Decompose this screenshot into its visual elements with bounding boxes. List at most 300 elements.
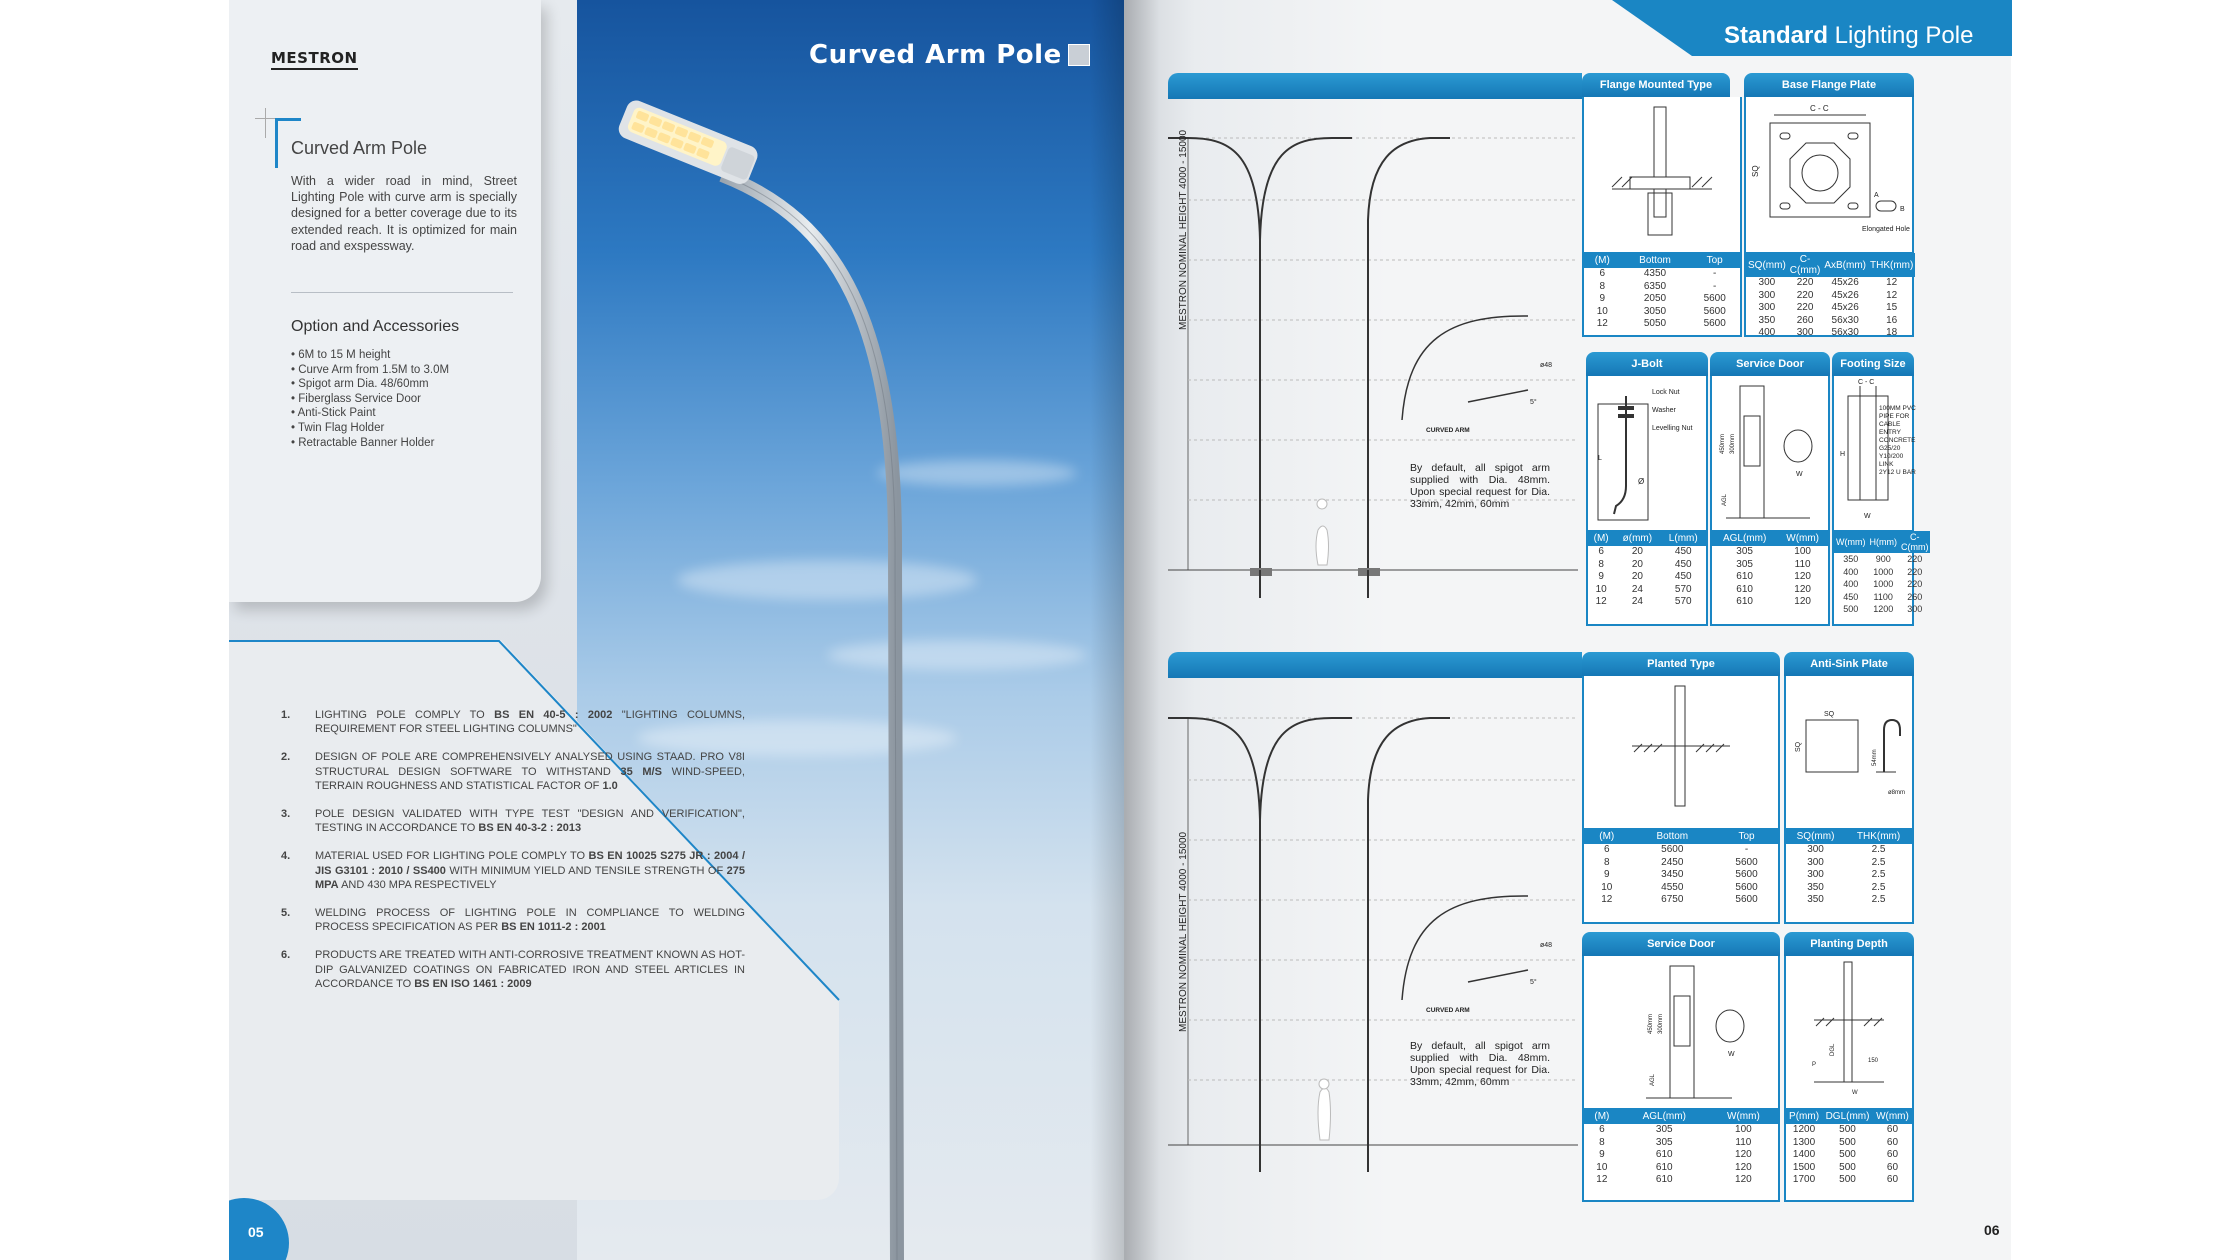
door2-table	[1584, 1109, 1778, 1187]
table-row	[1584, 1162, 1778, 1175]
table-row	[1786, 894, 1912, 907]
jbolt-lock-label: Lock Nut	[1652, 389, 1680, 396]
footing-note: 2Y12 U BAR	[1879, 469, 1916, 476]
section-bar-bottom	[1168, 652, 1582, 678]
baseplate-title-bar	[1744, 73, 1914, 97]
table-cell: 570	[1674, 596, 1692, 608]
table-cell: 1200	[1873, 604, 1894, 615]
height-label-top: MESTRON NOMINAL HEIGHT 4000 - 15000	[1178, 129, 1189, 330]
table-row	[1584, 306, 1740, 319]
note-part: POLE DESIGN VALIDATED WITH TYPE TEST "DESIGN AND VERIFICATION", TESTING IN ACCORDANCE TO	[315, 808, 745, 835]
table-row	[1786, 869, 1912, 882]
jbolt-l-label: L	[1598, 455, 1602, 462]
table-row	[1786, 1149, 1912, 1162]
antisink-sq2-label: SQ	[1795, 741, 1802, 752]
table-cell: 120	[1794, 571, 1811, 583]
table-cell: 2050	[1643, 293, 1667, 305]
table-cell: 3050	[1643, 305, 1667, 317]
table-cell: 300	[1907, 604, 1923, 615]
arm-dia-label: ø48	[1540, 362, 1553, 369]
table-cell: 60	[1886, 1174, 1899, 1186]
table-row	[1712, 596, 1828, 609]
spigot-note-bottom: By default, all spigot arm supplied with Dia. 48mm. Upon special request for Dia. 33mm, 42mm, 60mm	[1410, 1040, 1550, 1088]
table-row	[1712, 584, 1828, 597]
table-cell: 350	[1758, 314, 1776, 326]
table-cell: 24	[1631, 596, 1643, 608]
table-cell: 60	[1886, 1136, 1899, 1148]
door-title-bar	[1710, 352, 1830, 376]
door2-300-label: 300mm	[1658, 1013, 1664, 1034]
antisink-title: Anti-Sink Plate	[1810, 658, 1888, 670]
table-cell: 350	[1843, 554, 1859, 564]
table-cell: 1700	[1792, 1174, 1816, 1186]
table-cell: 305	[1655, 1136, 1673, 1148]
table-row	[1834, 591, 1930, 604]
flange-table-wrap	[1584, 252, 1740, 331]
footing-table	[1834, 531, 1930, 616]
door-table-wrap	[1712, 530, 1828, 609]
header-title	[1724, 22, 1973, 50]
table-row	[1584, 268, 1740, 281]
table-cell: 220	[1907, 566, 1923, 577]
option-item: • 6M to 15 M height	[291, 348, 449, 363]
antisink-drawing	[1784, 676, 1914, 826]
table-cell: 500	[1843, 604, 1859, 615]
table-cell: 300	[1807, 844, 1824, 855]
table-cell: 6	[1599, 1124, 1605, 1135]
header-title-light: Lighting Pole	[1828, 22, 1974, 49]
table-header-cell: W(mm)	[1873, 1109, 1912, 1124]
table-cell: 610	[1655, 1149, 1673, 1161]
table-cell: -	[1713, 280, 1717, 292]
table-cell: 18	[1886, 327, 1898, 339]
section-bar-top	[1168, 73, 1582, 99]
planted-drawing	[1582, 676, 1780, 826]
table-cell: 1000	[1873, 566, 1894, 577]
table-cell: 450	[1674, 571, 1692, 583]
option-item: • Spigot arm Dia. 48/60mm	[291, 377, 449, 392]
table-cell: 400	[1758, 327, 1776, 339]
brand-logo: MESTRON	[271, 49, 358, 70]
note-item	[281, 906, 751, 935]
option-item: • Curve Arm from 1.5M to 3.0M	[291, 363, 449, 378]
table-cell: 5600	[1661, 844, 1684, 855]
table-cell: 5600	[1703, 318, 1726, 330]
table-cell: 500	[1839, 1174, 1856, 1186]
table-header-cell: SQ(mm)	[1786, 829, 1845, 844]
table-cell: 120	[1794, 583, 1811, 595]
note-item	[281, 849, 751, 892]
pole-elevation-bottom	[1168, 700, 1588, 1180]
flange-title: Flange Mounted Type	[1599, 79, 1713, 91]
table-row	[1834, 566, 1930, 579]
footing-w-label: W	[1864, 513, 1871, 520]
table-cell: 2450	[1661, 856, 1684, 868]
door-300-label: 300mm	[1730, 433, 1736, 454]
door2-drawing	[1582, 956, 1780, 1106]
table-cell: 60	[1886, 1161, 1899, 1173]
table-cell: 10	[1601, 881, 1613, 893]
footing-cc-label: C - C	[1858, 379, 1875, 386]
table-header-cell: Bottom	[1621, 253, 1690, 268]
footing-title: Footing Size	[1840, 358, 1906, 370]
table-cell: 56x30	[1831, 314, 1859, 326]
note-number: 1.	[281, 709, 291, 721]
table-cell: 9	[1603, 869, 1610, 881]
table-cell: 1400	[1792, 1149, 1816, 1161]
table-cell: 260	[1796, 314, 1814, 326]
table-header-cell: (M)	[1584, 1109, 1620, 1124]
table-cell: 120	[1794, 596, 1811, 608]
note-number: 4.	[281, 850, 291, 863]
note-part: DESIGN OF POLE ARE COMPREHENSIVELY ANALYSED USING STAAD. PRO V8I STRUCTURAL DESIGN SOFTWARE TO WITHSTAND	[315, 751, 745, 778]
planting-dgl-label: DGL	[1830, 1043, 1836, 1056]
note-number: 6.	[281, 949, 291, 962]
table-header-cell: Bottom	[1630, 829, 1716, 844]
page-number-right: 06	[1984, 1222, 2000, 1238]
table-cell: 60	[1886, 1124, 1899, 1135]
antisink-dia-label: ø8mm	[1888, 790, 1905, 796]
baseplate-sq-label: SQ	[1751, 165, 1760, 177]
table-cell: 500	[1839, 1136, 1856, 1148]
table-cell: 6	[1599, 268, 1606, 279]
table-row	[1584, 844, 1778, 857]
table-row	[1834, 578, 1930, 591]
jbolt-level-label: Levelling Nut	[1652, 425, 1693, 432]
arm-angle-label: 5°	[1530, 399, 1537, 406]
planted-table	[1584, 829, 1778, 907]
table-row	[1786, 882, 1912, 895]
table-cell: 12	[1886, 289, 1898, 301]
table-cell: 100	[1735, 1124, 1752, 1135]
table-header-cell: W(mm)	[1709, 1109, 1778, 1124]
table-row	[1746, 290, 1915, 303]
note-part: LIGHTING POLE COMPLY TO	[315, 709, 495, 721]
table-row	[1712, 571, 1828, 584]
note-bold: BS EN ISO 1461 : 2009	[414, 978, 532, 991]
planted-title-bar	[1582, 652, 1780, 676]
note-bold: BS EN 40-5 : 2002	[494, 709, 613, 721]
baseplate-table	[1746, 253, 1915, 340]
table-cell: 4550	[1661, 881, 1684, 893]
table-cell: 500	[1839, 1124, 1856, 1135]
table-cell: 450	[1674, 546, 1692, 557]
table-cell: 10	[1595, 583, 1607, 595]
table-cell: 400	[1843, 566, 1859, 577]
table-header-cell: L(mm)	[1661, 531, 1707, 546]
table-cell: 45x26	[1831, 302, 1859, 314]
footing-h-label: H	[1840, 451, 1846, 458]
planting-drawing	[1784, 956, 1914, 1106]
door-title: Service Door	[1736, 358, 1804, 370]
compliance-notes	[281, 708, 751, 1005]
note-number: 2.	[281, 751, 291, 764]
table-header-cell: C-C(mm)	[1789, 254, 1821, 276]
arm-label-bottom: CURVED ARM	[1426, 1007, 1470, 1014]
table-cell: 15	[1886, 302, 1898, 314]
table-cell: 5600	[1703, 293, 1726, 305]
footing-note: CONCRETE G25/20	[1879, 437, 1916, 452]
table-cell: 12	[1596, 318, 1608, 330]
planted-table-wrap	[1584, 828, 1778, 907]
note-bold: 1.0	[602, 780, 618, 793]
page-number-badge	[229, 1198, 289, 1260]
table-cell: 20	[1631, 546, 1643, 557]
note-number: 5.	[281, 907, 291, 920]
table-header-cell: P(mm)	[1786, 1109, 1822, 1124]
door2-450-label: 450mm	[1648, 1013, 1654, 1034]
table-cell: 45x26	[1831, 289, 1859, 301]
table-row	[1588, 571, 1706, 584]
table-header-cell: AGL(mm)	[1712, 531, 1777, 546]
planting-title: Planting Depth	[1810, 938, 1888, 950]
note-text	[315, 906, 745, 935]
table-cell: 16	[1886, 314, 1898, 326]
table-cell: 2.5	[1871, 869, 1886, 881]
baseplate-title: Base Flange Plate	[1781, 79, 1877, 91]
flange-table	[1584, 253, 1740, 331]
height-label-bottom: MESTRON NOMINAL HEIGHT 4000 - 15000	[1178, 831, 1189, 1032]
options-title: Option and Accessories	[291, 318, 460, 335]
note-part: WELDING PROCESS OF LIGHTING POLE IN COMPLIANCE TO WELDING PROCESS SPECIFICATION AS PER	[315, 907, 745, 934]
section-title: Curved Arm Pole	[291, 138, 428, 158]
table-cell: 1100	[1873, 591, 1893, 602]
baseplate-table-wrap	[1746, 252, 1912, 340]
door2-title-bar	[1582, 932, 1780, 956]
jbolt-drawing	[1586, 376, 1708, 526]
table-cell: 100	[1794, 546, 1811, 557]
door-agl-label: AGL	[1722, 493, 1728, 506]
table-cell: 12	[1596, 1174, 1608, 1186]
table-cell: 120	[1735, 1174, 1752, 1186]
note-part: PRODUCTS ARE TREATED WITH ANTI-CORROSIVE TREATMENT KNOWN AS HOT-DIP GALVANIZED COATINGS ON FABRICATED IRON AND STEEL ARTICLES IN ACCORDANCE TO	[315, 949, 745, 991]
table-cell: 5600	[1735, 894, 1758, 906]
table-cell: 300	[1758, 277, 1776, 288]
table-header-cell: C-C(mm)	[1900, 532, 1929, 552]
note-item	[281, 948, 751, 991]
table-cell: 5050	[1643, 318, 1667, 330]
table-cell: 350	[1807, 894, 1824, 906]
table-cell: 305	[1655, 1124, 1673, 1135]
door-450-label: 450mm	[1720, 433, 1726, 454]
flange-title-bar	[1582, 73, 1730, 97]
table-cell: 5600	[1735, 856, 1758, 868]
table-cell: 300	[1807, 856, 1824, 868]
table-row	[1786, 844, 1912, 857]
table-row	[1746, 315, 1915, 328]
table-row	[1786, 1162, 1912, 1175]
table-row	[1786, 1174, 1912, 1187]
table-cell: 500	[1839, 1161, 1856, 1173]
jbolt-table	[1588, 531, 1706, 609]
note-text	[315, 948, 745, 991]
table-row	[1588, 559, 1706, 572]
table-cell: 220	[1907, 579, 1923, 590]
table-cell: 900	[1875, 554, 1891, 564]
table-row	[1786, 1124, 1912, 1137]
table-cell: 400	[1843, 579, 1859, 590]
planted-title: Planted Type	[1647, 658, 1715, 670]
door2-w-label: W	[1728, 1051, 1735, 1058]
table-cell: 1500	[1792, 1161, 1816, 1173]
planting-w-label: W	[1852, 1090, 1858, 1096]
planting-table-wrap	[1786, 1108, 1912, 1187]
table-cell: 10	[1596, 1161, 1608, 1173]
table-header-cell: (M)	[1588, 531, 1614, 546]
table-header-cell: DGL(mm)	[1822, 1109, 1873, 1124]
page-title: Curved Arm Pole	[809, 40, 1062, 70]
table-cell: 12	[1886, 277, 1898, 288]
footing-notes	[1879, 405, 1919, 477]
table-row	[1746, 302, 1915, 315]
table-cell: 56x30	[1831, 327, 1859, 339]
table-cell: 350	[1807, 881, 1824, 893]
table-cell: 6350	[1643, 280, 1667, 292]
baseplate-drawing	[1744, 97, 1914, 247]
arm-label: CURVED ARM	[1426, 427, 1470, 434]
table-cell: 20	[1631, 558, 1643, 570]
option-item: • Fiberglass Service Door	[291, 392, 449, 407]
table-row	[1588, 596, 1706, 609]
table-cell: 6750	[1661, 894, 1684, 906]
table-header-cell: W(mm)	[1834, 531, 1867, 553]
table-header-cell: ø(mm)	[1614, 531, 1660, 546]
table-cell: 3450	[1661, 869, 1684, 881]
planting-table	[1786, 1109, 1912, 1187]
footing-note: Y10/200 LINK	[1879, 453, 1904, 468]
title-square-ornament	[1068, 44, 1090, 66]
table-cell: 610	[1655, 1174, 1673, 1186]
table-cell: 8	[1599, 1136, 1605, 1148]
table-cell: 305	[1736, 558, 1753, 570]
door-w-label: W	[1796, 471, 1803, 478]
table-cell: 610	[1736, 571, 1753, 583]
table-row	[1584, 293, 1740, 306]
antisink-table	[1786, 829, 1912, 907]
note-bold: 275 MPA	[315, 864, 745, 892]
antisink-title-bar	[1784, 652, 1914, 676]
table-row	[1584, 882, 1778, 895]
door-drawing	[1710, 376, 1830, 526]
table-cell: -	[1713, 268, 1717, 279]
table-cell: 2.5	[1871, 881, 1886, 893]
note-text	[315, 708, 745, 737]
pole-elevation-top	[1168, 120, 1588, 610]
table-header-cell: (M)	[1584, 829, 1630, 844]
jbolt-title-bar	[1586, 352, 1708, 376]
table-header-cell: (M)	[1584, 253, 1621, 268]
table-header-cell: SQ(mm)	[1746, 253, 1788, 277]
jbolt-title: J-Bolt	[1631, 358, 1663, 370]
table-cell: 1200	[1792, 1124, 1816, 1135]
table-row	[1588, 584, 1706, 597]
table-row	[1584, 894, 1778, 907]
table-cell: 300	[1758, 302, 1776, 314]
table-cell: 300	[1796, 327, 1814, 339]
table-cell: 24	[1631, 583, 1643, 595]
table-cell: 2.5	[1871, 894, 1886, 906]
table-cell: 300	[1758, 289, 1776, 301]
note-item	[281, 708, 751, 737]
door2-title: Service Door	[1647, 938, 1715, 950]
footing-note: 100MM PVC PIPE FOR CABLE ENTRY	[1879, 405, 1916, 436]
table-cell: 450	[1674, 558, 1692, 570]
note-part: AND 430 MPA RESPECTIVELY	[338, 879, 497, 892]
note-text	[315, 807, 745, 836]
table-cell: 450	[1843, 591, 1859, 602]
table-row	[1746, 327, 1915, 340]
flange-drawing	[1582, 97, 1742, 247]
note-item	[281, 807, 751, 836]
jbolt-table-wrap	[1588, 530, 1706, 609]
table-cell: 45x26	[1831, 277, 1859, 288]
planting-p-label: P	[1812, 1062, 1817, 1068]
table-header-cell: Top	[1689, 253, 1740, 268]
table-row	[1588, 546, 1706, 559]
antisink-54-label: 54mm	[1872, 749, 1878, 766]
antisink-sq-label: SQ	[1824, 711, 1835, 718]
table-row	[1584, 1124, 1778, 1137]
table-header-cell: AGL(mm)	[1620, 1109, 1709, 1124]
table-cell: 6	[1598, 546, 1604, 557]
table-cell: 610	[1736, 596, 1753, 608]
right-page	[1124, 0, 2011, 1260]
table-row	[1834, 603, 1930, 616]
table-row	[1834, 553, 1930, 566]
table-cell: 5600	[1735, 881, 1758, 893]
table-header-cell: H(mm)	[1867, 531, 1899, 553]
table-row	[1584, 318, 1740, 331]
table-cell: 8	[1599, 280, 1606, 292]
table-cell: 570	[1674, 583, 1692, 595]
table-cell: 1300	[1792, 1136, 1816, 1148]
table-row	[1712, 559, 1828, 572]
table-cell: 120	[1735, 1161, 1752, 1173]
note-part: MATERIAL USED FOR LIGHTING POLE COMPLY TO	[315, 850, 589, 863]
table-row	[1746, 277, 1915, 290]
door2-agl-label: AGL	[1650, 1073, 1656, 1086]
note-part: WIND-SPEED, TERRAIN ROUGHNESS AND STATISTICAL FACTOR OF	[315, 765, 745, 793]
table-cell: 60	[1886, 1149, 1899, 1161]
header-title-bold: Standard	[1724, 22, 1829, 49]
antisink-table-wrap	[1786, 828, 1912, 907]
table-cell: 4350	[1643, 268, 1667, 279]
table-cell: 110	[1735, 1136, 1752, 1148]
note-item	[281, 750, 751, 793]
note-part: WITH MINIMUM YIELD AND TENSILE STRENGTH OF	[445, 864, 727, 877]
table-cell: 610	[1655, 1161, 1673, 1173]
note-number: 3.	[281, 808, 291, 821]
table-row	[1584, 1149, 1778, 1162]
table-cell: 220	[1796, 277, 1814, 288]
table-cell: 6	[1603, 844, 1610, 855]
baseplate-b-label: B	[1900, 206, 1905, 213]
table-cell: 12	[1601, 894, 1613, 906]
table-cell: 5600	[1703, 305, 1726, 317]
table-cell: -	[1744, 844, 1749, 855]
option-item: • Retractable Banner Holder	[291, 436, 449, 451]
jbolt-washer-label: Washer	[1652, 407, 1676, 414]
option-item: • Twin Flag Holder	[291, 421, 449, 436]
table-cell: 220	[1796, 302, 1814, 314]
table-cell: 220	[1796, 289, 1814, 301]
table-cell: 500	[1839, 1149, 1856, 1161]
intro-card	[229, 0, 541, 602]
table-cell: 2.5	[1871, 844, 1886, 855]
note-text	[315, 849, 745, 892]
table-row	[1584, 1137, 1778, 1150]
door-table	[1712, 531, 1828, 609]
